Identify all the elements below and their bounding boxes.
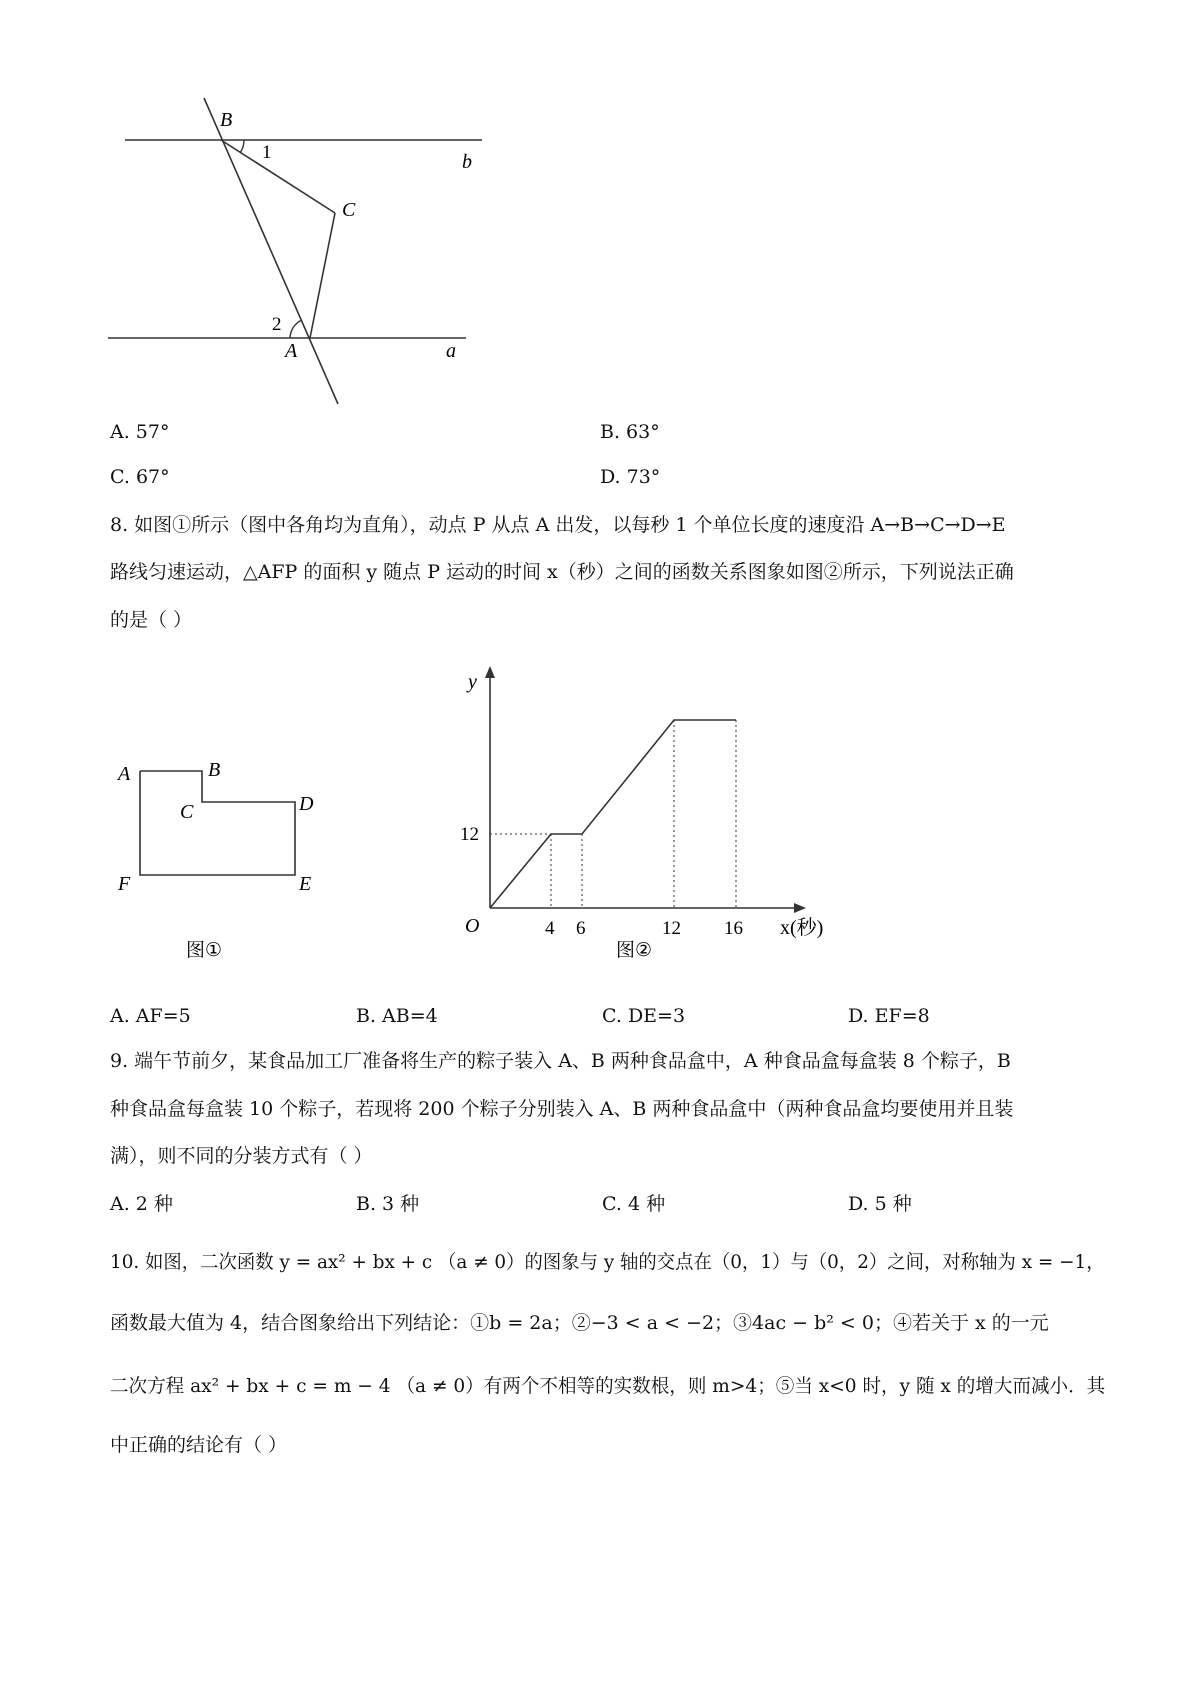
- fig1-label-C: C: [180, 801, 194, 823]
- xtick-4: 4: [545, 918, 555, 939]
- xtick-6: 6: [576, 918, 586, 939]
- ytick-12: 12: [460, 824, 479, 845]
- q8-option-d[interactable]: D. EF=8: [848, 1005, 930, 1027]
- fig1-label-F: F: [118, 873, 131, 895]
- q7-option-d[interactable]: D. 73°: [600, 466, 661, 488]
- fig1-label-B: B: [208, 759, 221, 781]
- xtick-12: 12: [662, 918, 681, 939]
- q9-line2: 种食品盒每盒装 10 个粽子，若现将 200 个粽子分别装入 A、B 两种食品盒中（两种食品盒均要使用并且装: [110, 1098, 1014, 1120]
- fig1-label-E: E: [299, 873, 312, 895]
- q10-line4: 中正确的结论有（ ）: [110, 1434, 288, 1456]
- q9-option-d[interactable]: D. 5 种: [848, 1193, 912, 1215]
- fig1-label-D: D: [299, 793, 314, 815]
- q8-line3: 的是（ ）: [110, 609, 193, 631]
- fig1-caption: 图①: [186, 939, 223, 961]
- q9-option-c[interactable]: C. 4 种: [602, 1193, 666, 1215]
- origin-label: O: [465, 915, 480, 937]
- angle1-arc: [240, 140, 244, 153]
- function-graph: [490, 720, 736, 908]
- label-b: b: [462, 151, 472, 173]
- label-A: A: [285, 340, 298, 362]
- q9-line3: 满），则不同的分装方式有（ ）: [110, 1145, 373, 1167]
- q8-figure2: [420, 660, 860, 970]
- q8-line1: 8. 如图①所示（图中各角均为直角），动点 P 从点 A 出发，以每秒 1 个单位长度的速度沿 A→B→C→D→E: [110, 514, 1006, 536]
- q7-option-b[interactable]: B. 63°: [600, 421, 660, 443]
- x-axis-arrow: [794, 903, 806, 913]
- segment-CA: [310, 213, 335, 338]
- q8-option-c[interactable]: C. DE=3: [602, 1005, 686, 1027]
- label-angle1: 1: [262, 142, 272, 163]
- q8-line2: 路线匀速运动，△AFP 的面积 y 随点 P 运动的时间 x（秒）之间的函数关系图象如图②所示，下列说法正确: [110, 561, 1014, 583]
- q7-figure: [0, 0, 600, 420]
- y-axis-arrow: [485, 666, 495, 678]
- label-B: B: [220, 109, 233, 131]
- shape-outline: [140, 771, 295, 875]
- axis-label-x: x(秒): [780, 917, 824, 939]
- q9-option-a[interactable]: A. 2 种: [110, 1193, 173, 1215]
- label-a: a: [446, 340, 456, 362]
- q10-line2: 函数最大值为 4，结合图象给出下列结论：①b = 2a；②−3 < a < −2；③4ac − b² < 0；④若关于 x 的一元: [110, 1312, 1049, 1334]
- xtick-16: 16: [724, 918, 743, 939]
- q8-figure1: [100, 740, 340, 970]
- fig2-caption: 图②: [616, 939, 653, 961]
- label-angle2: 2: [272, 314, 282, 335]
- label-C: C: [342, 199, 356, 221]
- fig1-label-A: A: [118, 763, 131, 785]
- axis-label-y: y: [468, 671, 477, 693]
- angle2-arc: [290, 320, 302, 338]
- q7-option-a[interactable]: A. 57°: [110, 421, 170, 443]
- q10-line3: 二次方程 ax² + bx + c = m − 4 （a ≠ 0）有两个不相等的实数根，则 m>4；⑤当 x<0 时，y 随 x 的增大而减小．其: [110, 1375, 1106, 1397]
- q8-option-b[interactable]: B. AB=4: [356, 1005, 438, 1027]
- q9-line1: 9. 端午节前夕，某食品加工厂准备将生产的粽子装入 A、B 两种食品盒中，A 种食品盒每盒装 8 个粽子，B: [110, 1050, 1011, 1072]
- q9-option-b[interactable]: B. 3 种: [356, 1193, 420, 1215]
- q10-line1: 10. 如图，二次函数 y = ax² + bx + c （a ≠ 0）的图象与 y 轴的交点在（0，1）与（0，2）之间，对称轴为 x = −1，: [110, 1251, 1105, 1273]
- q8-option-a[interactable]: A. AF=5: [110, 1005, 191, 1027]
- q7-option-c[interactable]: C. 67°: [110, 466, 170, 488]
